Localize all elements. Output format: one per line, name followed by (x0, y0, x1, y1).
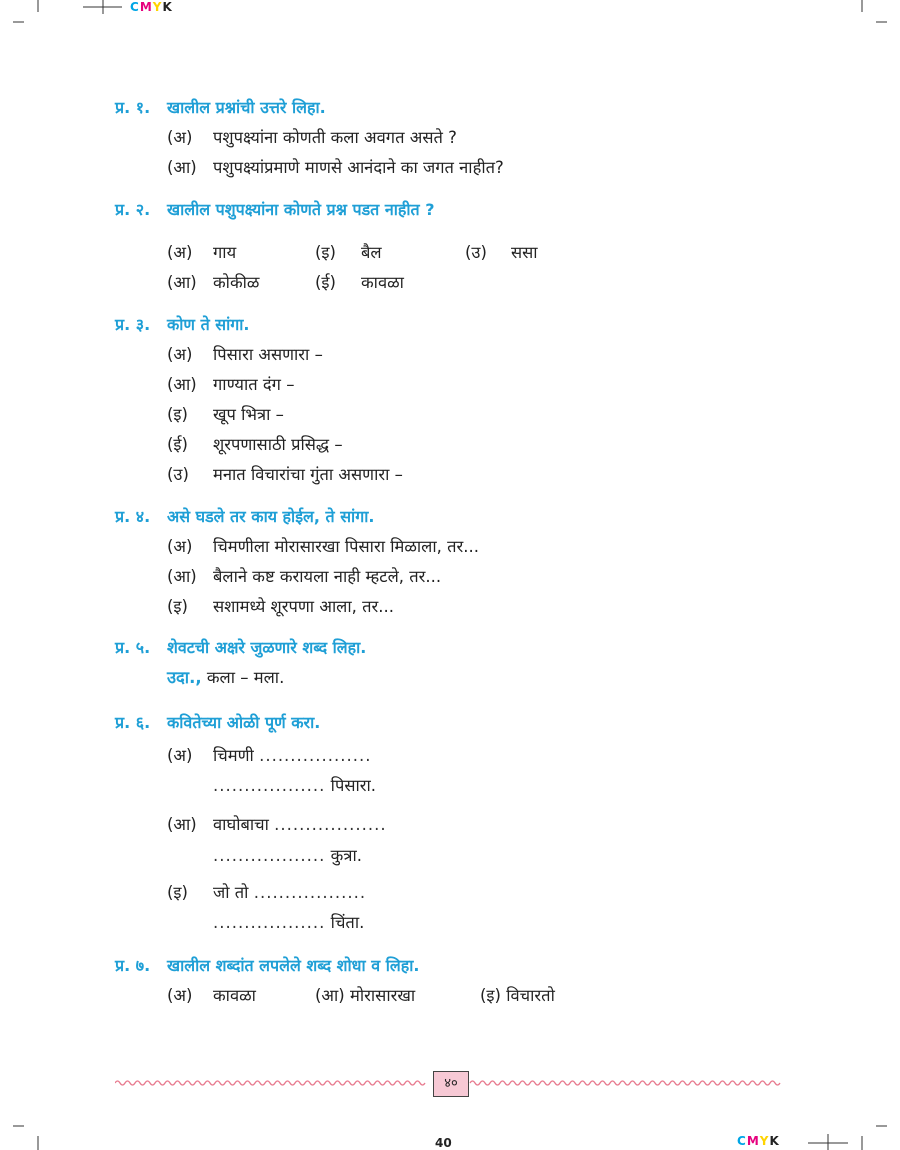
q7-item-i: (इ) विचारतो (480, 986, 555, 1005)
q6-item-a-line1: (अ) चिमणी .................. (167, 746, 372, 765)
question-4-heading: प्र. ४. असे घडले तर काय होईल, ते सांगा. (115, 507, 375, 526)
q1-item-aa: (आ) पशुपक्ष्यांप्रमाणे माणसे आनंदाने का जगत नाहीत? (167, 158, 504, 177)
q3-item-aa: (आ) गाण्यात दंग – (167, 375, 295, 394)
q4-item-a: (अ) चिमणीला मोरासारखा पिसारा मिळाला, तर... (167, 537, 480, 556)
q3-item-u: (उ) मनात विचारांचा गुंता असणारा – (167, 465, 403, 484)
page-number-box: ४० (433, 1071, 469, 1097)
q7-item-aa: (आ) मोरासारखा (315, 986, 416, 1005)
q6-item-i-line1: (इ) जो तो .................. (167, 883, 367, 902)
q3-item-a: (अ) पिसारा असणारा – (167, 345, 323, 364)
q2-item-ii: (ई) कावळा (315, 273, 404, 292)
q3-item-i: (इ) खूप भित्रा – (167, 405, 284, 424)
question-6-heading: प्र. ६. कवितेच्या ओळी पूर्ण करा. (115, 713, 321, 732)
question-2-heading: प्र. २. खालील पशुपक्ष्यांना कोणते प्रश्न पडत नाहीत ? (115, 200, 435, 219)
q2-item-aa: (आ) कोकीळ (167, 273, 260, 292)
q2-item-a: (अ) गाय (167, 243, 237, 262)
q5-example: उदा., कला – मला. (167, 668, 285, 687)
q6-item-aa-line1: (आ) वाघोबाचा .................. (167, 815, 387, 834)
page-number-footer: 40 (435, 1136, 452, 1150)
color-bar-bottom: CMYK (737, 1134, 780, 1148)
question-1-heading: प्र. १. खालील प्रश्नांची उत्तरे लिहा. (115, 98, 326, 117)
q6-item-i-line2: .................. चिंता. (213, 913, 365, 932)
q7-item-a: (अ) कावळा (167, 986, 256, 1005)
question-3-heading: प्र. ३. कोण ते सांगा. (115, 315, 250, 334)
q3-item-ii: (ई) शूरपणासाठी प्रसिद्ध – (167, 435, 343, 454)
q6-item-a-line2: .................. पिसारा. (213, 776, 377, 795)
question-5-heading: प्र. ५. शेवटची अक्षरे जुळणारे शब्द लिहा. (115, 638, 367, 657)
q4-item-i: (इ) सशामध्ये शूरपणा आला, तर... (167, 597, 395, 616)
q6-item-aa-line2: .................. कुत्रा. (213, 846, 362, 865)
q2-item-i: (इ) बैल (315, 243, 382, 262)
q4-item-aa: (आ) बैलाने कष्ट करायला नाही म्हटले, तर... (167, 567, 442, 586)
question-7-heading: प्र. ७. खालील शब्दांत लपलेले शब्द शोधा व लिहा. (115, 956, 420, 975)
color-bar-top: CMYK (130, 0, 173, 14)
q2-item-u: (उ) ससा (465, 243, 538, 262)
q1-item-a: (अ) पशुपक्ष्यांना कोणती कला अवगत असते ? (167, 128, 457, 147)
